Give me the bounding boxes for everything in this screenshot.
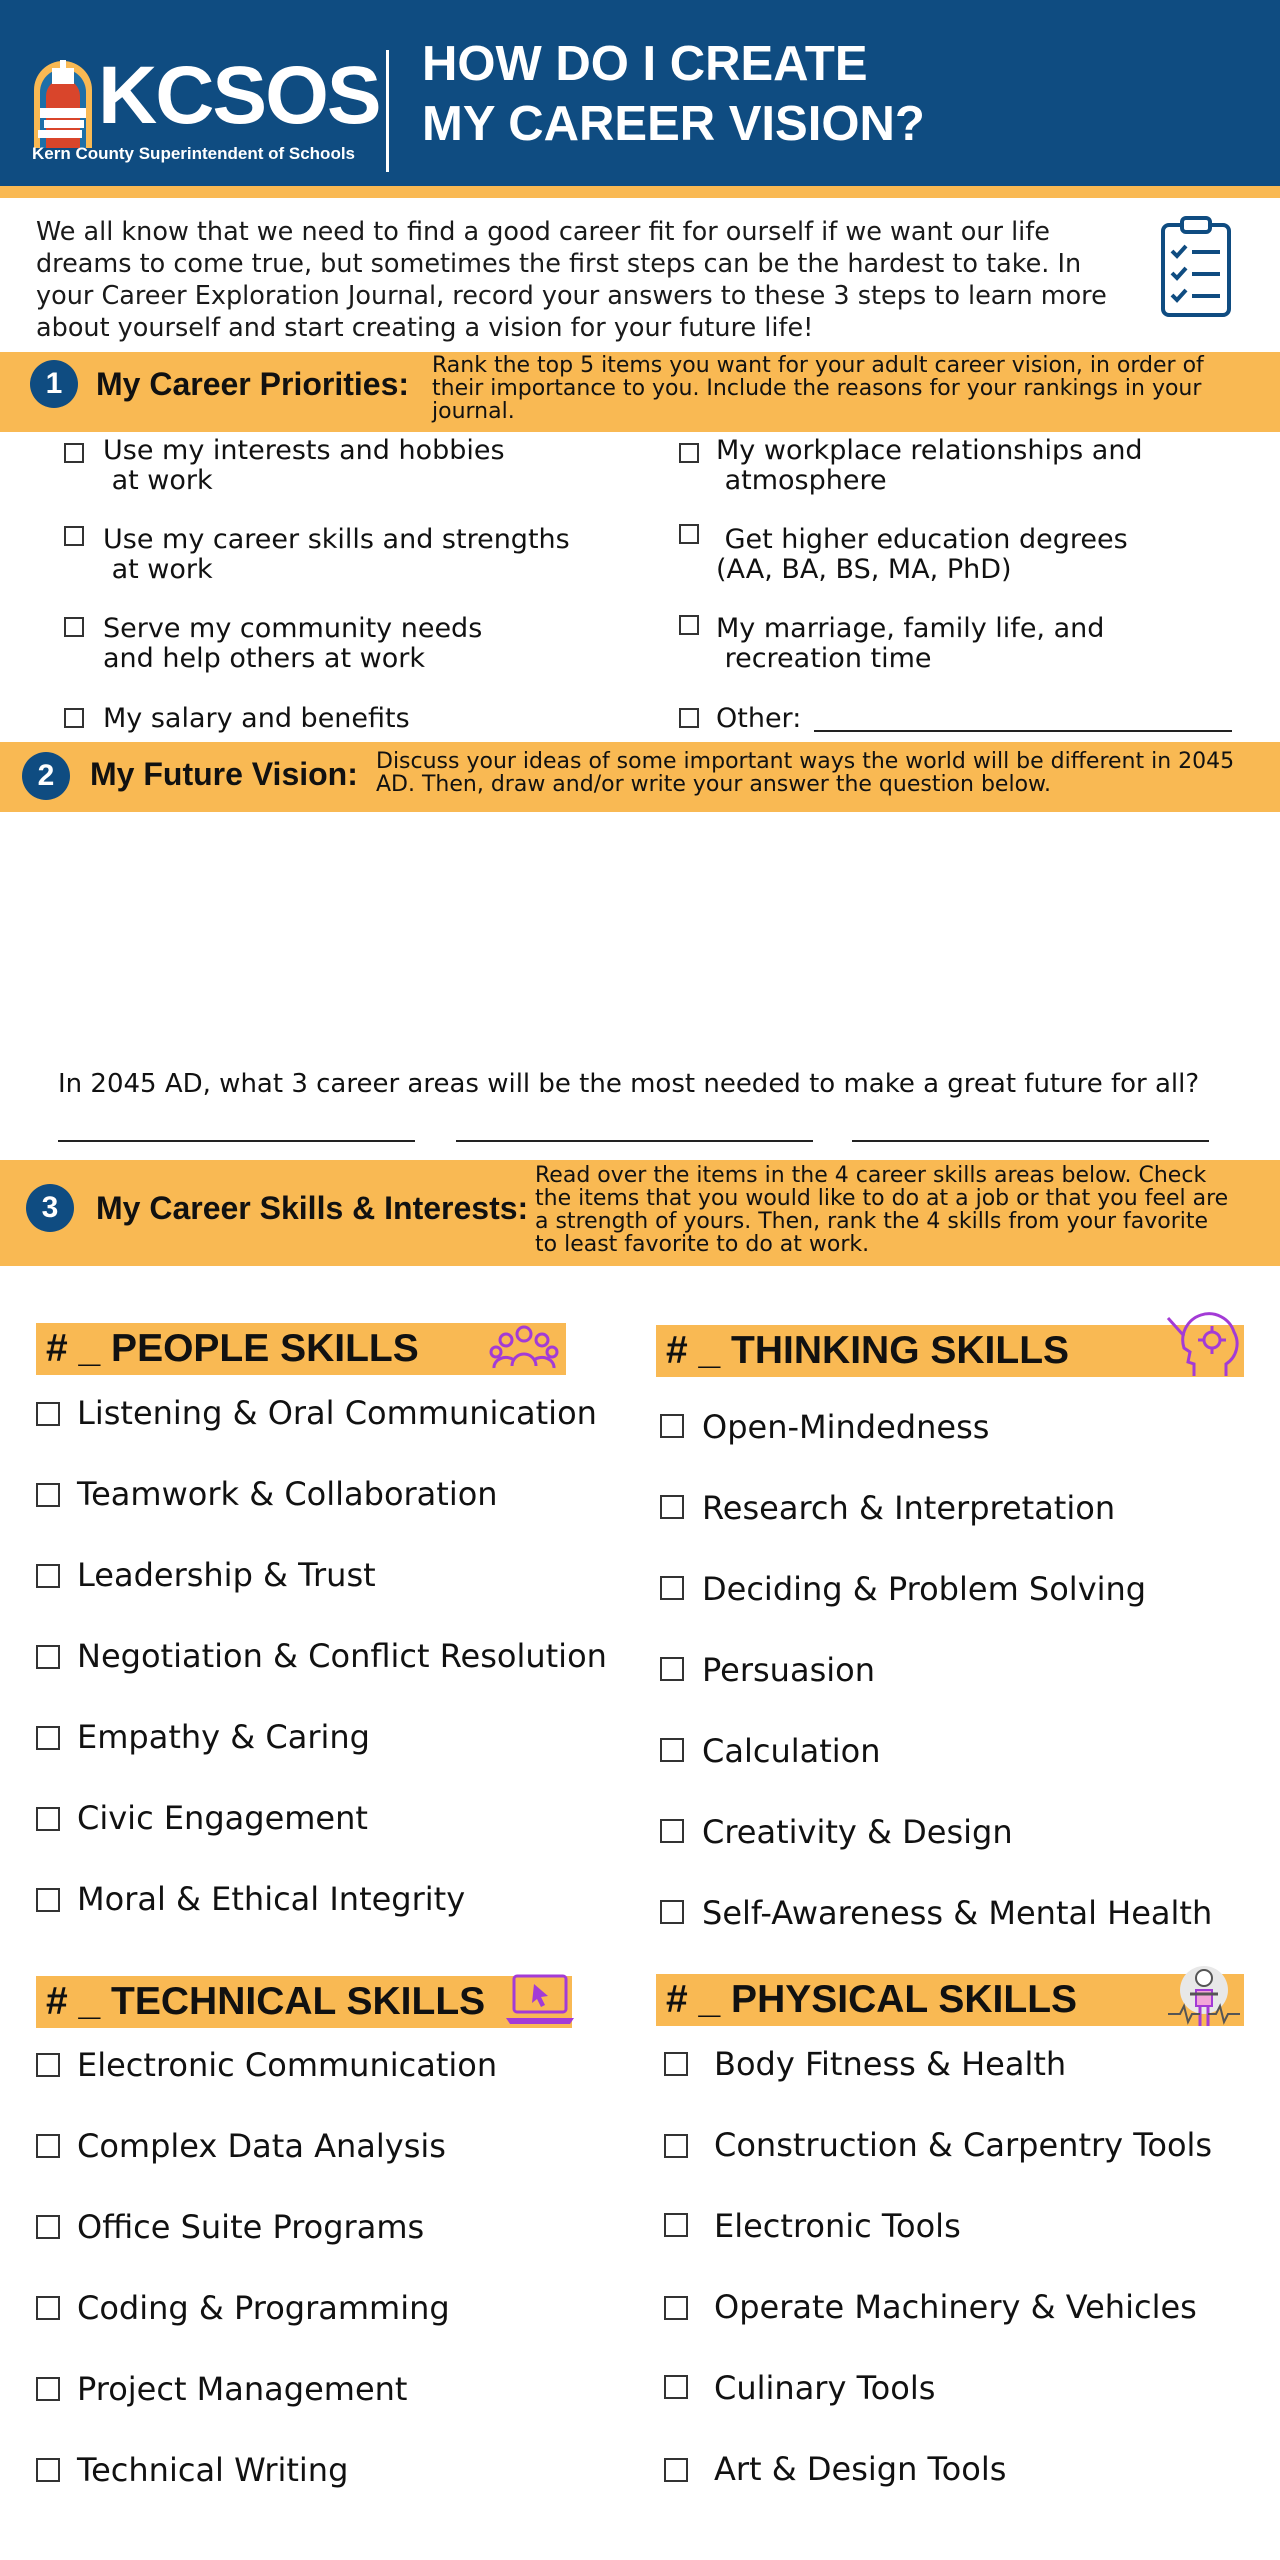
physical-skill-label-3: Electronic Tools (714, 2207, 961, 2245)
thinking-skill-checkbox-3[interactable] (660, 1576, 684, 1600)
people-skill-checkbox-2[interactable] (36, 1483, 60, 1507)
priority-label-interests: Use my interests and hobbies at work (103, 435, 505, 496)
people-skills-title: # _ PEOPLE SKILLS (46, 1327, 419, 1370)
thinking-skill-checkbox-7[interactable] (660, 1900, 684, 1924)
career-area-answer-1[interactable] (58, 1140, 415, 1142)
technical-skill-label-2: Complex Data Analysis (77, 2127, 446, 2165)
priority-label-education: Get higher education degrees (AA, BA, BS, MA, PhD) (716, 524, 1128, 585)
people-skill-checkbox-4[interactable] (36, 1645, 60, 1669)
header-stripe (0, 186, 1280, 198)
technical-skill-checkbox-5[interactable] (36, 2377, 60, 2401)
physical-skill-checkbox-1[interactable] (664, 2052, 688, 2076)
priority-label-workplace: My workplace relationships and atmosphere (716, 435, 1143, 496)
priority-label-community: Serve my community needs and help others at work (103, 613, 483, 674)
vision-question: In 2045 AD, what 3 career areas will be the most needed to make a great future for all? (58, 1069, 1200, 1099)
page-title (422, 34, 925, 154)
thinking-skill-label-7: Self-Awareness & Mental Health (702, 1894, 1213, 1932)
priority-checkbox-skills[interactable] (64, 526, 84, 546)
technical-skills-title: # _ TECHNICAL SKILLS (46, 1980, 486, 2023)
priority-checkbox-family[interactable] (679, 615, 699, 635)
people-skill-checkbox-7[interactable] (36, 1888, 60, 1912)
thinking-skill-label-5: Calculation (702, 1732, 881, 1770)
people-skill-label-6: Civic Engagement (77, 1799, 368, 1837)
thinking-skill-checkbox-1[interactable] (660, 1414, 684, 1438)
priority-label-salary: My salary and benefits (103, 703, 410, 734)
physical-skill-label-2: Construction & Carpentry Tools (714, 2126, 1213, 2164)
physical-skill-checkbox-5[interactable] (664, 2375, 688, 2399)
thinking-skill-label-2: Research & Interpretation (702, 1489, 1116, 1527)
header-divider (386, 50, 389, 172)
priority-checkbox-interests[interactable] (64, 443, 84, 463)
physical-skill-checkbox-6[interactable] (664, 2458, 688, 2482)
kcsos-logo (30, 50, 380, 172)
section-3-title: My Career Skills & Interests: (96, 1190, 529, 1226)
intro-paragraph: We all know that we need to find a good career fit for ourself if we want our life dreams to come true, but sometimes the first steps can be the hardest to take. In your Career Exploration Journal, record your answers to these 3 steps to learn more about yourself and start creating a vision for your future life! (36, 217, 1107, 343)
priority-checkbox-other[interactable] (679, 708, 699, 728)
technical-skill-checkbox-2[interactable] (36, 2134, 60, 2158)
thinking-skill-checkbox-2[interactable] (660, 1495, 684, 1519)
page-title-line1: HOW DO I CREATE (422, 37, 868, 91)
clipboard-checklist-icon (1160, 215, 1232, 319)
physical-skill-label-5: Culinary Tools (714, 2369, 936, 2407)
thinking-skill-checkbox-5[interactable] (660, 1738, 684, 1762)
school-emblem-icon (30, 56, 96, 148)
people-skill-label-4: Negotiation & Conflict Resolution (77, 1637, 607, 1675)
thinking-skill-label-3: Deciding & Problem Solving (702, 1570, 1147, 1608)
section-2-description: Discuss your ideas of some important ways the world will be different in 2045 AD. Then, draw and/or write your answer the question below. (376, 749, 1235, 797)
people-skill-checkbox-3[interactable] (36, 1564, 60, 1588)
technical-skill-label-1: Electronic Communication (77, 2046, 498, 2084)
physical-skill-label-6: Art & Design Tools (714, 2450, 1007, 2488)
technical-skill-label-4: Coding & Programming (77, 2289, 450, 2327)
career-area-answer-2[interactable] (456, 1140, 813, 1142)
technical-skill-label-3: Office Suite Programs (77, 2208, 425, 2246)
career-area-answer-3[interactable] (852, 1140, 1209, 1142)
section-2-title: My Future Vision: (90, 756, 358, 792)
thinking-skill-label-4: Persuasion (702, 1651, 875, 1689)
thinking-skill-label-6: Creativity & Design (702, 1813, 1013, 1851)
physical-skill-checkbox-4[interactable] (664, 2296, 688, 2320)
people-skill-checkbox-5[interactable] (36, 1726, 60, 1750)
priority-checkbox-workplace[interactable] (679, 443, 699, 463)
people-skill-checkbox-6[interactable] (36, 1807, 60, 1831)
page-title-line2: MY CAREER VISION? (422, 97, 925, 151)
head-gear-icon (1164, 1312, 1244, 1380)
technical-skill-checkbox-3[interactable] (36, 2215, 60, 2239)
thinking-skills-title: # _ THINKING SKILLS (666, 1329, 1070, 1372)
priority-checkbox-community[interactable] (64, 617, 84, 637)
logo-wordmark: KCSOS (98, 50, 380, 141)
people-skill-label-2: Teamwork & Collaboration (77, 1475, 498, 1513)
physical-skill-checkbox-2[interactable] (664, 2134, 688, 2158)
people-skill-label-7: Moral & Ethical Integrity (77, 1880, 466, 1918)
people-skill-label-5: Empathy & Caring (77, 1718, 370, 1756)
fitness-trainer-icon (1166, 1960, 1242, 2036)
people-group-icon (486, 1322, 562, 1374)
section-2-number: 2 (22, 752, 70, 800)
technical-skill-label-6: Technical Writing (77, 2451, 349, 2489)
laptop-cursor-icon (504, 1972, 576, 2028)
section-3-description: Read over the items in the 4 career skills areas below. Check the items that you would like to do at a job or that you feel are a strength of yours. Then, rank the 4 skills from your favorite to least favorite to do at work. (535, 1163, 1229, 1257)
technical-skill-checkbox-6[interactable] (36, 2458, 60, 2482)
physical-skill-label-1: Body Fitness & Health (714, 2045, 1067, 2083)
section-1-number: 1 (30, 360, 78, 408)
people-skill-checkbox-1[interactable] (36, 1402, 60, 1426)
priority-checkbox-education[interactable] (679, 524, 699, 544)
physical-skills-title: # _ PHYSICAL SKILLS (666, 1978, 1078, 2021)
priority-checkbox-salary[interactable] (64, 708, 84, 728)
people-skill-label-3: Leadership & Trust (77, 1556, 376, 1594)
thinking-skill-label-1: Open-Mindedness (702, 1408, 990, 1446)
section-1-description: Rank the top 5 items you want for your adult career vision, in order of their importance to you. Include the reasons for your rankings in your journal. (432, 353, 1204, 424)
technical-skill-checkbox-1[interactable] (36, 2053, 60, 2077)
section-1-title: My Career Priorities: (96, 366, 410, 402)
section-3-number: 3 (26, 1184, 74, 1232)
priority-label-family: My marriage, family life, and recreation time (716, 613, 1105, 674)
vision-drawing-area[interactable] (0, 812, 1280, 1062)
thinking-skill-checkbox-4[interactable] (660, 1657, 684, 1681)
other-answer-line[interactable] (814, 730, 1232, 732)
technical-skill-label-5: Project Management (77, 2370, 408, 2408)
priority-label-other: Other: (716, 703, 802, 734)
people-skill-label-1: Listening & Oral Communication (77, 1394, 597, 1432)
technical-skill-checkbox-4[interactable] (36, 2296, 60, 2320)
physical-skill-label-4: Operate Machinery & Vehicles (714, 2288, 1197, 2326)
logo-subtitle: Kern County Superintendent of Schools (32, 144, 356, 163)
physical-skill-checkbox-3[interactable] (664, 2213, 688, 2237)
priority-label-skills: Use my career skills and strengths at work (103, 524, 570, 585)
thinking-skill-checkbox-6[interactable] (660, 1819, 684, 1843)
